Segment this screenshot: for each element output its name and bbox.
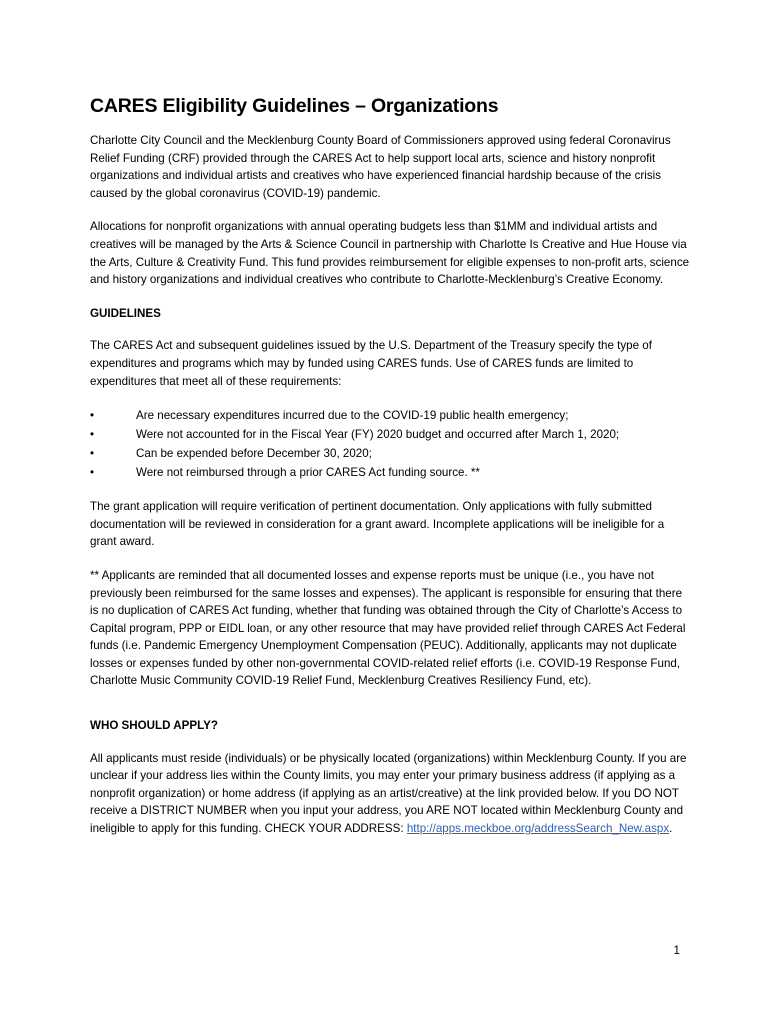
list-item: [90, 463, 690, 482]
intro-paragraph-1: Charlotte City Council and the Mecklenburg County Board of Commissioners approved using federal Coronavirus Relief Funding (CRF) provided through the CARES Act to help support local arts, science and history nonprofit organizations and individual artists and creatives who have experienced financial hardship because of the crisis caused by the global coronavirus (COVID-19) pandemic.: [90, 134, 671, 200]
list-item: [90, 406, 690, 425]
list-item: [90, 444, 690, 463]
guidelines-heading: GUIDELINES: [90, 306, 161, 320]
intro-paragraph-2: Allocations for nonprofit organizations with annual operating budgets less than $1MM and individual artists and creatives will be managed by the Arts & Science Council in partnership with Charlotte Is Creative and Hue House via the Arts, Culture & Creativity Fund. This fund provides reimbursement for eligible expenses to non-profit arts, science and history organizations and individual creatives who contribute to Charlotte-Mecklenburg’s Creative Economy.: [90, 220, 690, 287]
document-page: [90, 95, 690, 854]
requirements-list: [90, 406, 690, 482]
bullet-icon: •: [90, 409, 95, 423]
list-item: [90, 425, 690, 444]
duplication-note-paragraph: ** Applicants are reminded that all documented losses and expense reports must be unique (i.e., you have not previously been reimbursed for the same losses and expenses). The applicant is responsible for ensuring that there is no duplication of CARES Act funding, whether that funding was obtained through the City of Charlotte’s Access to Capital program, PPP or EIDL loan, or any other resource that may have provided relief through CARES Act Federal funds (i.e. Pandemic Emergency Unemployment Compensation (PEUC). Additionally, applicants may not duplicate losses or expenses funded by other non-governmental COVID-related relief efforts (i.e. COVID-19 Response Fund, Charlotte Music Community COVID-19 Relief Fund, Mecklenburg Creatives Resiliency Fund, etc).: [90, 568, 686, 688]
list-item-text: Were not accounted for in the Fiscal Year (FY) 2020 budget and occurred after March 1, 2020;: [136, 428, 620, 442]
bullet-icon: •: [90, 428, 95, 442]
page-title: CARES Eligibility Guidelines – Organizations: [90, 95, 499, 117]
guidelines-lead-paragraph: The CARES Act and subsequent guidelines issued by the U.S. Department of the Treasury specify the type of expenditures and programs which may by funded using CARES funds. Use of CARES funds are limited to expenditures that meet all of these requirements:: [90, 339, 652, 388]
bullet-icon: •: [90, 447, 95, 461]
verification-paragraph: The grant application will require verification of pertinent documentation. Only applications with fully submitted documentation will be reviewed in consideration for a grant award. Incomplete applications will be ineligible for a grant award.: [90, 500, 665, 549]
list-item-text: Are necessary expenditures incurred due to the COVID-19 public health emergency;: [136, 409, 569, 423]
address-search-link[interactable]: http://apps.meckboe.org/addressSearch_New.aspx: [406, 822, 670, 836]
link-trailing-period: .: [669, 822, 673, 836]
bullet-icon: •: [90, 466, 95, 480]
page-number: 1: [673, 944, 680, 957]
who-should-apply-text: All applicants must reside (individuals) or be physically located (organizations) within Mecklenburg County. If you are unclear if your address lies within the County limits, you may enter your primary business address (if applying as a nonprofit organization) or home address (if applying as an artist/creative) at the link provided below. If you DO NOT receive a DISTRICT NUMBER when you input your address, you ARE NOT located within Mecklenburg County and ineligible to apply for this funding. CHECK YOUR ADDRESS:: [90, 751, 687, 836]
list-item-text: Can be expended before December 30, 2020;: [136, 447, 372, 461]
who-should-apply-paragraph: [90, 750, 690, 838]
list-item-text: Were not reimbursed through a prior CARES Act funding source. **: [136, 466, 480, 480]
who-should-apply-heading: WHO SHOULD APPLY?: [90, 719, 218, 733]
